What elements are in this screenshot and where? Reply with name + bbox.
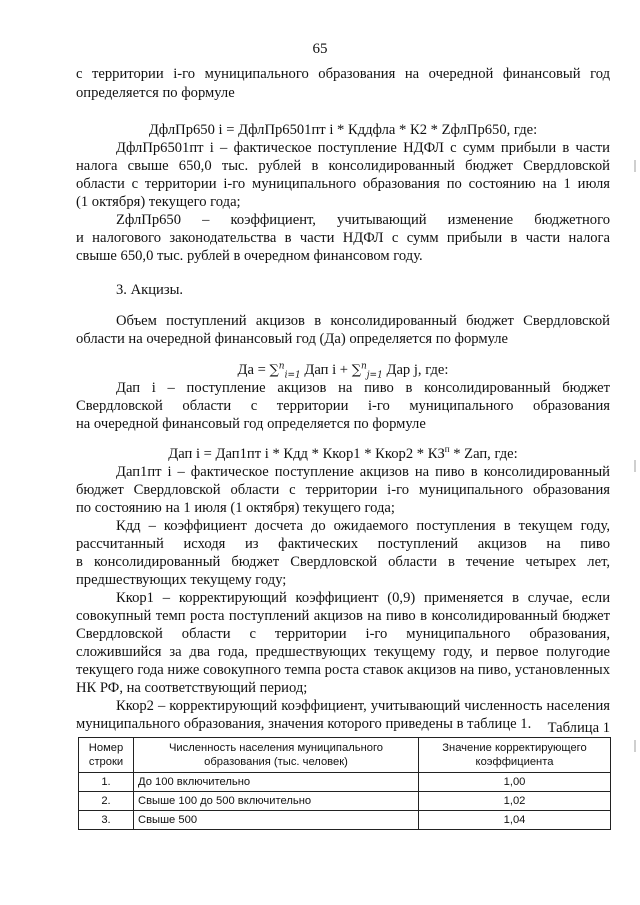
scan-edge-mark (634, 740, 636, 752)
header-population: Численность населения муниципального образования (тыс. человек) (134, 738, 419, 773)
page-number: 65 (312, 41, 328, 57)
text-line: с территории i-го муниципального образования на очередной финансовый год (76, 66, 610, 82)
sum-sign: ∑ (269, 363, 279, 378)
text-line: совокупный темп роста поступлений акцизов на пиво в консолидированный бюджет (76, 608, 610, 624)
coefficient-table (78, 737, 611, 830)
text-line: НК РФ, на соответствующий период; (76, 680, 308, 696)
text-line: и налогового законодательства в части НДФЛ с сумм прибыли в части налога (76, 230, 610, 246)
row-population: Свыше 500 (134, 811, 419, 830)
text-line: на очередной финансовый год определяется по формуле (76, 416, 426, 432)
table-header-row (79, 738, 611, 773)
row-number: 3. (79, 811, 134, 830)
text-line: Дап i – поступление акцизов на пиво в консолидированный бюджет (116, 380, 610, 396)
text-line: предшествующих текущему году; (76, 572, 287, 588)
row-population: До 100 включительно (134, 773, 419, 792)
formula-excise-beer: Дап i = Дап1пт i * Кдд * Ккор1 * Ккор2 * $КЗ^п$ * Zап, где: (168, 444, 518, 462)
text-line: Ккор1 – корректирующий коэффициент (0,9) применяется в случае, если (116, 590, 610, 606)
row-coefficient: 1,04 (419, 811, 611, 830)
text-line: сложившийся за два года, предшествующих текущему году, и первое полугодие (76, 644, 610, 660)
formula-ndfl: ДфлПр650 i = ДфлПр6501пт i * Кддфла * К2 * ZфлПр650, где: (148, 122, 538, 138)
formula-excise-total: Да = ∑$^n_{i=1}$ Дап i + ∑$^n_{j=1}$ Дар j, где: (237, 361, 449, 381)
table-caption: Таблица 1 (547, 720, 610, 736)
text-line: Кдд – коэффициент досчета до ожидаемого поступления в текущем году, (116, 518, 610, 534)
text-line: Объем поступлений акцизов в консолидированный бюджет Свердловской (116, 313, 610, 329)
sum-sign: ∑ (351, 363, 361, 378)
text-line: (1 октября) текущего года; (76, 194, 241, 210)
section-heading: 3. Акцизы. (116, 282, 184, 298)
text-line: бюджет Свердловской области с территории i-го муниципального образования (76, 482, 610, 498)
table-row (79, 792, 611, 811)
row-population: Свыше 100 до 500 включительно (134, 792, 419, 811)
text-line: Свердловской области с территории i-го муниципального образования, (76, 626, 610, 642)
text-line: по состоянию на 1 июля (1 октября) текущего года; (76, 500, 395, 516)
text-line: области на очередной финансовый год (Да) определяется по формуле (76, 331, 509, 347)
text-line: в консолидированный бюджет Свердловской области в течение четырех лет, (76, 554, 610, 570)
text-line: муниципального образования, значения которого приведены в таблице 1. (76, 716, 532, 732)
table-row (79, 773, 611, 792)
scan-edge-mark (634, 160, 636, 172)
text-line: Ккор2 – корректирующий коэффициент, учитывающий численность населения (116, 698, 610, 714)
row-coefficient: 1,02 (419, 792, 611, 811)
text-line: рассчитанный исходя из фактических поступлений акцизов на пиво (76, 536, 610, 552)
row-coefficient: 1,00 (419, 773, 611, 792)
text-line: налога свыше 650,0 тыс. рублей в консолидированный бюджет Свердловской (76, 158, 610, 174)
header-row-number: Номер строки (79, 738, 134, 773)
header-coefficient: Значение корректирующего коэффициента (419, 738, 611, 773)
row-number: 1. (79, 773, 134, 792)
text-line: определяется по формуле (76, 85, 235, 101)
text-line: ДфлПр6501пт i – фактическое поступление НДФЛ с сумм прибыли в части (116, 140, 610, 156)
text-line: ZфлПр650 – коэффициент, учитывающий изменение бюджетного (116, 212, 610, 228)
row-number: 2. (79, 792, 134, 811)
text-line: текущего года ниже совокупного темпа роста ставок акцизов на пиво, установленных (76, 662, 610, 678)
text-line: области с территории i-го муниципального образования по состоянию на 1 июля (76, 176, 610, 192)
text-line: свыше 650,0 тыс. рублей в очередном финансовом году. (76, 248, 423, 264)
scan-edge-mark (634, 460, 636, 472)
table-row (79, 811, 611, 830)
text-line: Дап1пт i – фактическое поступление акцизов на пиво в консолидированный (116, 464, 610, 480)
text-line: Свердловской области с территории i-го муниципального образования (76, 398, 610, 414)
